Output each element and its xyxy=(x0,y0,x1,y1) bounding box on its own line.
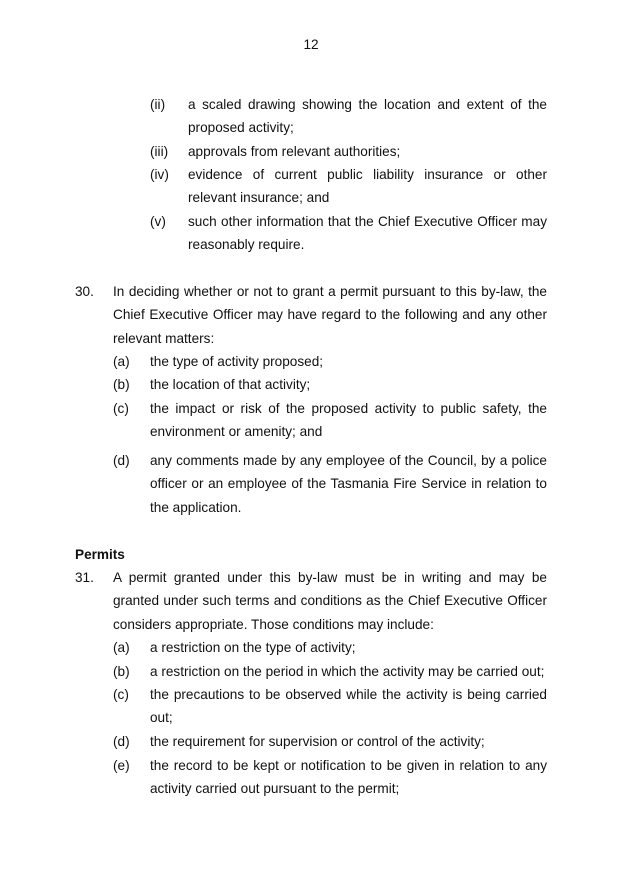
page-number: 12 xyxy=(303,37,319,52)
item-text: the precautions to be observed while the activity is being carried out; xyxy=(150,687,547,726)
item-text: the impact or risk of the proposed activity to public safety, the environment or amenity; and xyxy=(150,401,547,440)
item-label: (a) xyxy=(113,354,130,369)
item-text: a restriction on the type of activity; xyxy=(150,640,356,655)
subitem-text: evidence of current public liability insurance or other relevant insurance; and xyxy=(188,167,547,206)
clause-text: In deciding whether or not to grant a permit pursuant to this by-law, the Chief Executive Officer may have regard to the following and any other relevant matters: xyxy=(113,284,547,346)
clause-text: A permit granted under this by-law must be in writing and may be granted under such terms and conditions as the Chief Executive Officer considers appropriate. Those conditions may include: xyxy=(113,570,547,632)
item-text: the requirement for supervision or control of the activity; xyxy=(150,734,485,749)
item-label: (d) xyxy=(113,453,130,468)
item-label: (b) xyxy=(113,377,130,392)
subitem-label: (iv) xyxy=(150,167,169,182)
item-text: the type of activity proposed; xyxy=(150,354,324,369)
section-heading: Permits xyxy=(75,547,125,562)
item-label: (d) xyxy=(113,734,130,749)
item-label: (b) xyxy=(113,664,130,679)
item-label: (c) xyxy=(113,687,129,702)
subitem-text: approvals from relevant authorities; xyxy=(188,144,401,159)
item-text: a restriction on the period in which the activity may be carried out; xyxy=(150,664,545,679)
subitem-label: (iii) xyxy=(150,144,169,159)
subitem-label: (v) xyxy=(150,214,166,229)
clause-number: 30. xyxy=(75,284,94,299)
subitem-text: a scaled drawing showing the location and extent of the proposed activity; xyxy=(188,97,547,136)
item-label: (c) xyxy=(113,401,129,416)
item-text: the record to be kept or notification to be given in relation to any activity carried out pursuant to the permit; xyxy=(150,758,547,797)
item-text: any comments made by any employee of the Council, by a police officer or an employee of the Tasmania Fire Service in relation to the application. xyxy=(150,453,547,515)
subitem-label: (ii) xyxy=(150,97,166,112)
clause-number: 31. xyxy=(75,570,94,585)
item-label: (e) xyxy=(113,758,130,773)
item-label: (a) xyxy=(113,640,130,655)
item-text: the location of that activity; xyxy=(150,377,311,392)
subitem-text: such other information that the Chief Executive Officer may reasonably require. xyxy=(188,214,547,253)
